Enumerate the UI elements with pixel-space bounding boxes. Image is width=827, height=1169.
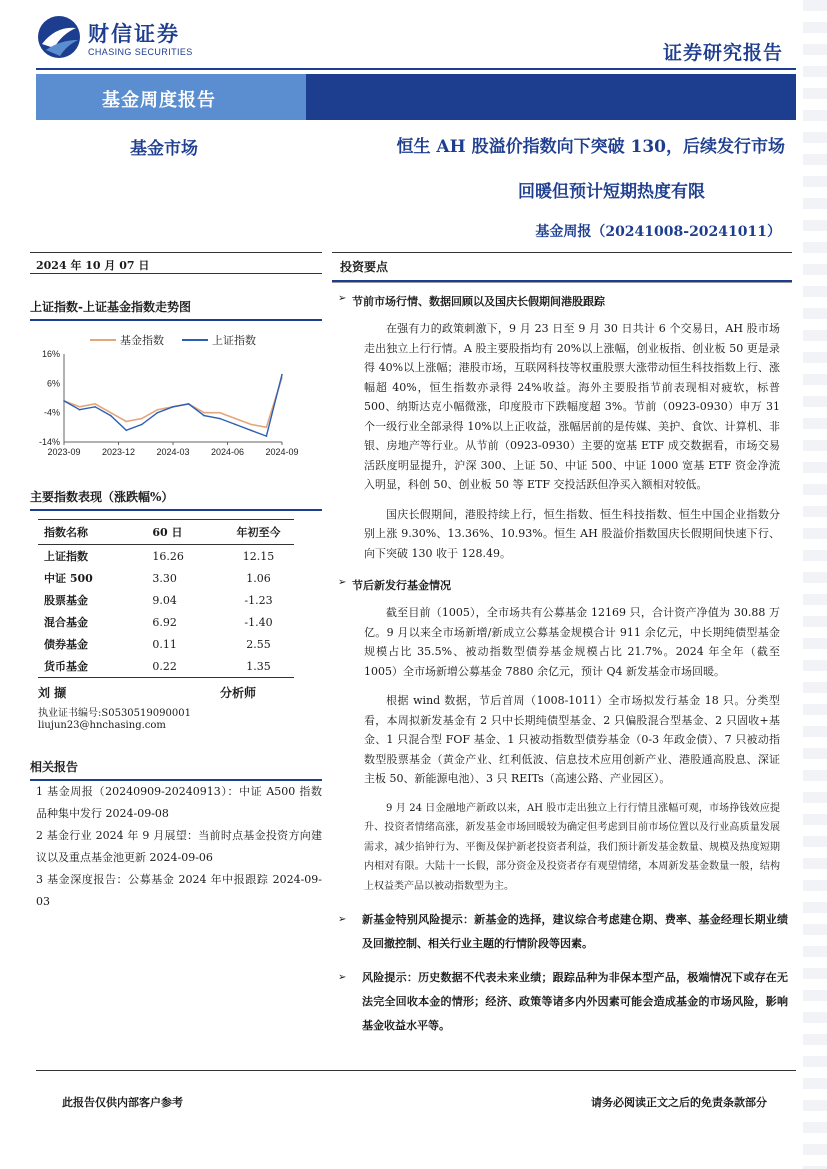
footer-left-note: 此报告仅供内部客户参考 xyxy=(62,1096,183,1109)
table-cell: -1.23 xyxy=(244,593,273,607)
paragraph: 在强有力的政策刺激下，9 月 23 日至 9 月 30 日共计 6 个交易日，AH 股市场走出独立上行行情。A 股主要股指均有 20%以上涨幅，创业板指、创业板 50 更是录得 40%以上涨幅；港股市场，互联网科技等权重股票大涨带动恒生科技指数上行、涨幅超 40%，恒生指数亦录得 24%收益。海外主要股指节前表现相对疲软，标普 500、纳斯达克小幅微涨，印度股市下跌幅度超 3%。节前（0923-0930）申万 31 个一级行业全部录得 10%以上正收益，涨幅居前的是传媒、美护、食饮、计算机、非银、房地产等行业。从节前（0923-0930）主要的宽基 ETF 成交数据看，市场交易活跃度明显提升，沪深 300、上证 50、中证 500、中证 1000 宽基 ETF 资金净流入明显，科创 50、创业板 50 等 ETF 交投活跃但净买入额相对较低。 xyxy=(364,322,780,491)
risk-text: 风险提示：历史数据不代表未来业绩；跟踪品种为非保本型产品，极端情况下或存在无法完全回收本金的情形；经济、政策等诸多内外因素可能会造成基金的市场风险，影响基金收益水平等。 xyxy=(362,971,788,1032)
document-type: 证券研究报告 xyxy=(662,42,783,64)
x-tick-label: 2024-09 xyxy=(265,447,299,457)
data-point xyxy=(141,424,143,426)
index-performance-table xyxy=(38,519,294,678)
y-tick-label: -4% xyxy=(43,407,60,418)
analyst-role: 分析师 xyxy=(220,686,257,700)
footer-disclaimer-note: 请务必阅读正文之后的免责条款部分 xyxy=(591,1096,767,1109)
logo-mark-icon xyxy=(36,14,82,60)
table-row xyxy=(38,611,294,633)
arrow-icon: ➢ xyxy=(338,577,347,588)
table-header-row xyxy=(38,520,294,545)
report-title-line2: 回暖但预计短期热度有限 xyxy=(518,182,705,202)
table-cell: 0.22 xyxy=(122,655,217,678)
data-point xyxy=(110,415,112,417)
table-row xyxy=(38,655,294,678)
table-row xyxy=(38,567,294,589)
paragraph: 截至目前（1005），全市场共有公募基金 12169 只，合计资产净值为 30.88 万亿。9 月以来全市场新增/新成立公募基金规模合计 911 余亿元，中长期纯债型基金规模占比 35.5%、被动指数型债券基金规模占比 21.7%。2024 年全年（截至 1005）全市场新增公募基金 7880 余亿元，预计 Q4 新发基金市场回暖。 xyxy=(364,606,780,678)
banner-right-block xyxy=(306,74,796,120)
data-point xyxy=(110,412,112,414)
footer-rule xyxy=(36,1070,796,1071)
y-tick-label: -14% xyxy=(38,437,60,447)
analyst-email[interactable]: liujun23@hnchasing.com xyxy=(38,720,166,731)
data-point xyxy=(172,406,174,408)
related-report-item[interactable]: 3 基金深度报告：公募基金 2024 年中报跟踪 2024-09-03 xyxy=(36,873,322,908)
data-point xyxy=(234,418,236,420)
data-point xyxy=(94,406,96,408)
arrow-icon: ➢ xyxy=(338,972,347,983)
data-point xyxy=(157,409,159,411)
analyst-name: 刘 撷 xyxy=(38,686,67,700)
arrow-icon: ➢ xyxy=(338,914,347,925)
data-point xyxy=(79,406,81,408)
data-point xyxy=(125,429,127,431)
data-point xyxy=(125,421,127,423)
index-chart-block xyxy=(30,296,322,471)
table-cell: 上证指数 xyxy=(44,550,88,563)
report-subtitle: 基金周报（20241008-20241011） xyxy=(535,224,781,240)
table-cell: 16.26 xyxy=(152,549,184,563)
index-performance-block xyxy=(30,486,322,678)
table-cell: 12.15 xyxy=(242,549,275,563)
y-tick-label: 6% xyxy=(46,378,60,389)
data-point xyxy=(203,412,205,414)
paragraph: 国庆长假期间，港股持续上行，恒生指数、恒生科技指数、恒生中国企业指数分别上涨 9.30%、13.36%、10.93%。恒生 AH 股溢价指数国庆长假期间快速下行、向下突破 130 收于 128.49。 xyxy=(364,507,780,560)
bullet-heading-text: 节后新发行基金情况 xyxy=(352,579,451,592)
market-label: 基金市场 xyxy=(130,139,198,159)
data-point xyxy=(266,435,268,437)
index-trend-chart xyxy=(30,324,322,466)
chart-title: 上证指数-上证基金指数走势图 xyxy=(30,296,322,321)
data-point xyxy=(203,415,205,417)
report-date: 2024 年 10 月 07 日 xyxy=(30,252,322,274)
arrow-icon: ➢ xyxy=(338,293,347,304)
table-cell: 货币基金 xyxy=(38,655,122,678)
banner-title: 基金周度报告 xyxy=(102,90,216,111)
table-cell: 6.92 xyxy=(152,615,177,629)
table-cell: 混合基金 xyxy=(44,616,88,629)
table-cell: 1.35 xyxy=(217,655,294,678)
bullet-heading xyxy=(332,577,792,593)
related-report-item[interactable]: 2 基金行业 2024 年 9 月展望：当前时点基金投资方向建议以及重点基金池更新 2024-09-06 xyxy=(36,829,322,864)
table-cell: 0.11 xyxy=(152,637,177,651)
risk-warning xyxy=(332,966,792,1038)
data-point xyxy=(219,412,221,414)
table-header: 60 日 xyxy=(122,520,217,545)
table-cell: 2.55 xyxy=(246,637,271,651)
left-sidebar xyxy=(30,252,322,274)
investment-highlights xyxy=(332,252,792,1038)
report-title-line1: 恒生 AH 股溢价指数向下突破 130，后续发行市场 xyxy=(396,137,785,157)
header-rule xyxy=(36,68,796,70)
table-row xyxy=(38,545,294,568)
bullet-heading xyxy=(332,293,792,309)
company-name-en: CHASING SECURITIES xyxy=(88,47,193,57)
data-point xyxy=(188,403,190,405)
paragraph: 9 月 24 日金融地产新政以来，AH 股市走出独立上行行情且涨幅可观，市场挣钱效应提升、投资者情绪高涨，新发基金市场回暖较为确定但考虑到目前市场位置以及行业高质量发展需求，减少掐钟行为、平衡及保护新老投资者利益，我们预计新发基金数量、规模及热度短期内相对有限。大陆十一长假，部分资金及投资者存有观望情绪，本周新发基金数量一般，结构上权益类产品以被动指数型为主。 xyxy=(364,802,780,892)
data-point xyxy=(157,412,159,414)
bullet-heading-text: 节前市场行情、数据回顾以及国庆长假期间港股跟踪 xyxy=(352,295,605,308)
table-cell: 3.30 xyxy=(152,571,177,585)
data-point xyxy=(219,418,221,420)
table-cell: 中证 500 xyxy=(44,572,93,585)
table-cell: 9.04 xyxy=(152,593,177,607)
banner-left-block xyxy=(36,74,306,120)
table-header: 指数名称 xyxy=(38,520,122,545)
table-cell: 1.06 xyxy=(246,571,271,585)
new-fund-risk-note xyxy=(332,908,792,956)
table-cell: 股票基金 xyxy=(44,594,88,607)
company-name-cn: 财信证券 xyxy=(88,22,180,46)
x-tick-label: 2023-12 xyxy=(101,447,136,457)
legend-label: 上证指数 xyxy=(212,334,256,347)
table-row xyxy=(38,633,294,655)
related-title: 相关报告 xyxy=(30,756,322,781)
x-tick-label: 2023-09 xyxy=(47,447,81,457)
report-banner xyxy=(36,74,796,120)
data-point xyxy=(79,409,81,411)
table-row xyxy=(38,589,294,611)
highlights-title: 投资要点 xyxy=(332,252,792,282)
y-tick-label: 16% xyxy=(41,349,60,359)
risk-text: 新基金特别风险提示：新基金的选择，建议综合考虑建仓期、费率、基金经理长期业绩及回撤控制、相关行业主题的行情阶段等因素。 xyxy=(362,913,788,950)
related-report-item[interactable]: 1 基金周报（20240909-20240913）：中证 A500 指数品种集中发行 2024-09-08 xyxy=(36,785,322,820)
page-edge-stripe xyxy=(803,0,827,1169)
data-point xyxy=(266,427,268,429)
table-header: 年初至今 xyxy=(217,520,294,545)
data-point xyxy=(141,418,143,420)
table-cell: 债券基金 xyxy=(44,638,88,651)
analyst-cert: 执业证书编号:S0530519090001 xyxy=(38,708,191,719)
data-point xyxy=(94,403,96,405)
data-point xyxy=(63,400,65,402)
legend-label: 基金指数 xyxy=(120,334,164,347)
data-point xyxy=(250,429,252,431)
company-logo xyxy=(36,14,193,62)
related-reports xyxy=(30,756,322,913)
table-cell: -1.40 xyxy=(244,615,273,629)
data-point xyxy=(250,424,252,426)
data-point xyxy=(234,424,236,426)
series-line-fund-index xyxy=(64,378,282,428)
paragraph: 根据 wind 数据，节后首周（1008-1011）全市场拟发行基金 18 只。分类型看，本周拟新发基金有 2 只中长期纯债型基金、2 只偏股混合型基金、2 只固收+基金、1 只混合型 FOF 基金、1 只被动指数型债券基金（0-3 年政金债）、7 只被动指数型股票基金（黄金产业、红利低波、信息技术应用创新产业、港股通高股息、深证主板 50、新能源电池）、3 只 REITs（高速公路、产业园区）。 xyxy=(364,694,780,785)
x-tick-label: 2024-03 xyxy=(156,447,190,457)
data-point xyxy=(281,374,283,376)
table-title: 主要指数表现（涨跌幅%） xyxy=(30,486,322,511)
x-tick-label: 2024-06 xyxy=(210,447,245,457)
